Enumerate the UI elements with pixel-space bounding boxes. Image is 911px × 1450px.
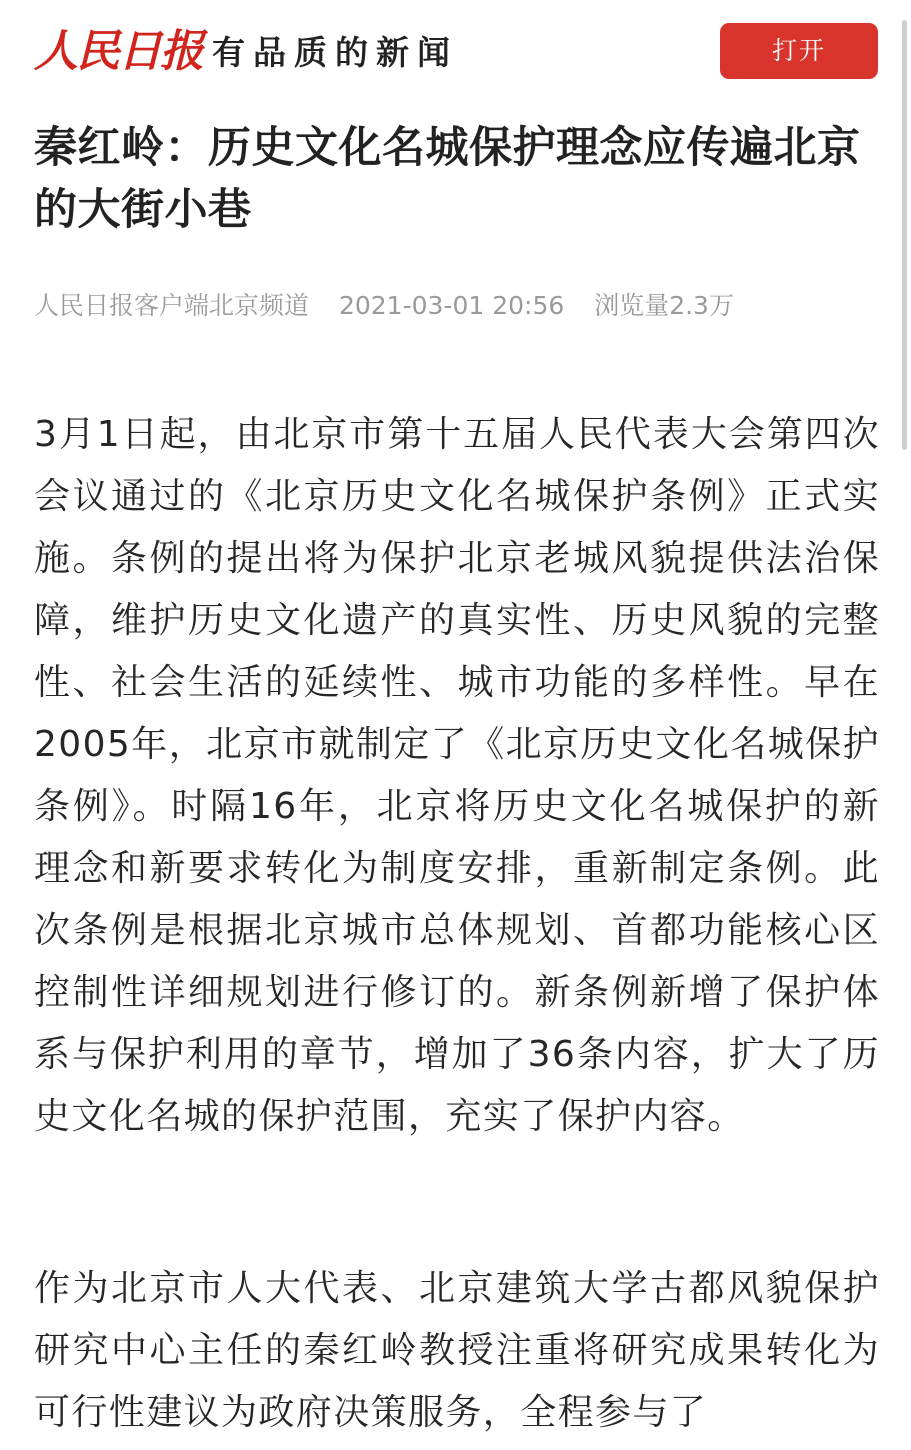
open-app-button[interactable]: 打开 [720,23,878,79]
article-paragraph: 作为北京市人大代表、北京建筑大学古都风貌保护研究中心主任的秦红岭教授注重将研究成果转化为可行性建议为政府决策服务，全程参与了 [34,1268,880,1433]
brand-slogan: 有品质的新闻 [212,33,458,72]
article-meta [34,287,734,325]
article-title: 秦红岭：历史文化名城保护理念应传遍北京的大街小巷 [34,123,861,235]
app-header [0,0,911,100]
article-source: 人民日报客户端北京频道 [34,291,310,320]
article-paragraph: 3月1日起，由北京市第十五届人民代表大会第四次会议通过的《北京历史文化名城保护条例》正式实施。条例的提出将为保护北京老城风貌提供法治保障，维护历史文化遗产的真实性、历史风貌的完整性、社会生活的延续性、城市功能的多样性。早在2005年，北京市就制定了《北京历史文化名城保护条例》。时隔16年，北京将历史文化名城保护的新理念和新要求转化为制度安排，重新制定条例。此次条例是根据北京城市总体规划、首都功能核心区控制性详细规划进行修订的。新条例新增了保护体系与保护利用的章节，增加了36条内容，扩大了历史文化名城的保护范围，充实了保护内容。 [34,414,880,1137]
article-views: 浏览量2.3万 [594,291,734,320]
brand-logo: 人民日报 [34,26,202,77]
article-datetime: 2021-03-01 20:56 [338,291,565,320]
scrollbar[interactable] [902,20,907,450]
